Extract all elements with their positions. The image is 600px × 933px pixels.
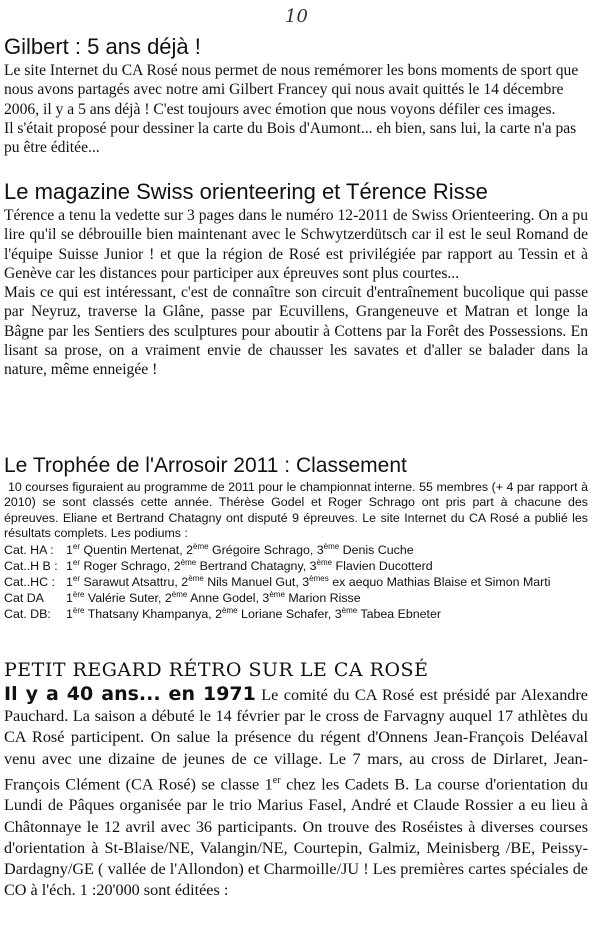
- paragraph: Mais ce qui est intéressant, c'est de connaître son circuit d'entraînement bucolique qui passe par Neyruz, traverse la Glâne, passe par Ecuvillens, Grangeneuve et Matran et longe la Bâgne par les Sentiers des sculptures pour aboutir à Cottens par la Forêt des Possessions. En lisant sa prose, on a vraiment envie de chausser les savates et d'aller se balader dans la nature, même enneigée !: [4, 284, 588, 379]
- ordinal-suffix: ème: [323, 541, 340, 551]
- podium-row: [4, 590, 588, 606]
- section-swiss-orienteering: [4, 179, 588, 380]
- section-trophee-arrosoir: [4, 453, 588, 623]
- rank-number: 3: [302, 575, 310, 590]
- ordinal-suffix: er: [272, 774, 281, 786]
- ordinal-suffix: ère: [72, 606, 85, 616]
- podium-first: Thatsany Khampanya: [87, 607, 209, 622]
- rank-number: 2: [173, 558, 181, 573]
- podium-third: Tabea Ebneter: [360, 607, 442, 622]
- podium-list: [4, 542, 588, 623]
- retro-lead: Il y a 40 ans... en 1971: [4, 683, 256, 705]
- ordinal-suffix: ème: [341, 606, 358, 616]
- podium-first: Roger Schrago: [83, 558, 167, 573]
- rank-number: 2: [186, 542, 194, 557]
- ordinal-suffix: er: [72, 573, 81, 583]
- rank-number: 3: [316, 542, 324, 557]
- ordinal-suffix: ème: [222, 606, 238, 616]
- podium-text: 1er Sarawut Atsattru, 2ème Nils Manuel Gut, 3èmes ex aequo Mathias Blaise et Simon Marti: [66, 573, 551, 590]
- ordinal-suffix: er: [72, 557, 81, 567]
- retro-text: Le comité du CA Rosé est présidé par Alexandre Pauchard. La saison a débuté le 14 février par le cross de Farvagny auquel 17 athlètes du CA Rosé participent. On salue la présence du régent d'Onnens Jean-François Deléaval venu avec une dizaine de jeunes de ce village. Le 7 mars, au cross de Dirlaret, Jean-François Clément (CA Rosé) se classe 1: [4, 686, 588, 794]
- podium-category: Cat..HC :: [4, 575, 55, 590]
- podium-text: 1er Quentin Mertenat, 2ème Grégoire Schrago, 3ème Denis Cuche: [66, 541, 414, 557]
- rank-number: 1: [66, 591, 73, 606]
- section-title: PETIT REGARD RÉTRO SUR LE CA ROSÉ: [4, 659, 429, 681]
- podium-second: Anne Godel: [190, 591, 256, 606]
- podium-category: Cat. HA :: [4, 542, 54, 557]
- section-title: Le magazine Swiss orienteering et Térence Risse: [4, 179, 488, 204]
- rank-number: 2: [215, 607, 223, 622]
- ordinal-suffix: ème: [269, 590, 285, 600]
- podium-third: Marion Risse: [288, 591, 361, 606]
- podium-text: 1ère Valérie Suter, 2ème Anne Godel, 3ème Marion Risse: [66, 590, 361, 606]
- section-title: Gilbert : 5 ans déjà !: [4, 34, 201, 59]
- podium-category: Cat..H B :: [4, 558, 58, 573]
- paragraph: Il s'était proposé pour dessiner la carte du Bois d'Aumont... eh bien, sans lui, la carte n'a pas pu être éditée...: [4, 119, 577, 157]
- rank-number: 2: [164, 591, 172, 606]
- paragraph: 10 courses figuraient au programme de 2011 pour le championnat interne. 55 membres (+ 4 par rapport à 2010) se sont classés cette année. Thérèse Godel et Roger Schrago ont pris part à chacune des épreuves. Eliane et Bertrand Chatagny ont disputé 9 épreuves. Le site Internet du CA Rosé a publié les résultats complets. Les podiums :: [4, 480, 588, 541]
- paragraph: Le site Internet du CA Rosé nous permet de nous remémorer les bons moments de sport que nous avons partagés avec notre ami Gilbert Francey qui nous avait quittés le 14 décembre 2006, il y a 5 ans déjà ! C'est toujours avec émotion que nous voyons défiler ces images.: [4, 62, 579, 118]
- ordinal-suffix: er: [72, 541, 81, 551]
- rank-number: 1: [66, 607, 73, 622]
- podium-first: Sarawut Atsattru: [83, 575, 175, 590]
- podium-second: Bertrand Chatagny: [199, 558, 303, 573]
- ordinal-suffix: ème: [316, 557, 333, 567]
- podium-second: Grégoire Schrago: [212, 542, 310, 557]
- rank-number: 3: [334, 607, 342, 622]
- retro-text: chez les Cadets B. La course d'orientation du Lundi de Pâques organisée par le trio Marius Fasel, André et Claude Rossier a eu lieu à Châtonnaye le 12 avril avec 36 participants. On trouve des Roséistes à diverses courses d'orientation à St-Blaise/NE, Valangin/NE, Courtepin, Galmiz, Meinisberg /BE, Peissy-Dardagny/GE ( vallée de l'Allondon) et Charmoille/JU ! Les premières cartes spéciales de CO à l'éch. 1 :20'000 sont éditées :: [4, 775, 588, 900]
- podium-text: 1ère Thatsany Khampanya, 2ème Loriane Schafer, 3ème Tabea Ebneter: [66, 606, 442, 622]
- podium-third: Denis Cuche: [342, 542, 414, 557]
- rank-number: 3: [309, 558, 317, 573]
- page-number: 10: [285, 6, 308, 27]
- rank-number: 1: [66, 542, 73, 557]
- podium-row: [4, 574, 588, 590]
- podium-category: Cat DA: [4, 591, 44, 606]
- podium-row: [4, 542, 588, 558]
- podium-third: ex aequo Mathias Blaise et Simon Marti: [332, 575, 551, 590]
- ordinal-suffix: ème: [180, 557, 197, 567]
- paragraph: Térence a tenu la vedette sur 3 pages dans le numéro 12-2011 de Swiss Orienteering. On a pu lire qu'il se débrouille bien maintenant avec le Schwytzerdütsch car il est le seul Romand de l'équipe Suisse Junior ! et que la région de Rosé est privilégiée par rapport au Tessin et à Genève car les distances pour participer aux épreuves sont plus courtes...: [4, 207, 588, 282]
- rank-number: 3: [262, 591, 270, 606]
- section-retro: [4, 658, 588, 901]
- rank-number: 1: [66, 558, 73, 573]
- podium-text: 1er Roger Schrago, 2ème Bertrand Chatagny, 3ème Flavien Ducotterd: [66, 557, 433, 573]
- ordinal-suffix: ère: [72, 590, 85, 600]
- ordinal-suffix: ème: [193, 541, 209, 551]
- podium-second: Nils Manuel Gut: [207, 575, 296, 590]
- ordinal-suffix: ème: [188, 573, 204, 583]
- rank-number: 1: [66, 575, 73, 590]
- rank-number: 2: [181, 575, 189, 590]
- podium-second: Loriane Schafer: [241, 607, 328, 622]
- podium-third: Flavien Ducotterd: [335, 558, 433, 573]
- section-gilbert: [4, 34, 588, 157]
- podium-row: [4, 558, 588, 574]
- ordinal-suffix: èmes: [309, 573, 329, 583]
- paragraph: [4, 684, 588, 901]
- section-title: Le Trophée de l'Arrosoir 2011 : Classement: [4, 454, 407, 477]
- podium-first: Quentin Mertenat: [83, 542, 180, 557]
- ordinal-suffix: ème: [171, 590, 188, 600]
- podium-first: Valérie Suter: [87, 591, 158, 606]
- podium-category: Cat. DB:: [4, 607, 51, 622]
- podium-row: [4, 606, 588, 622]
